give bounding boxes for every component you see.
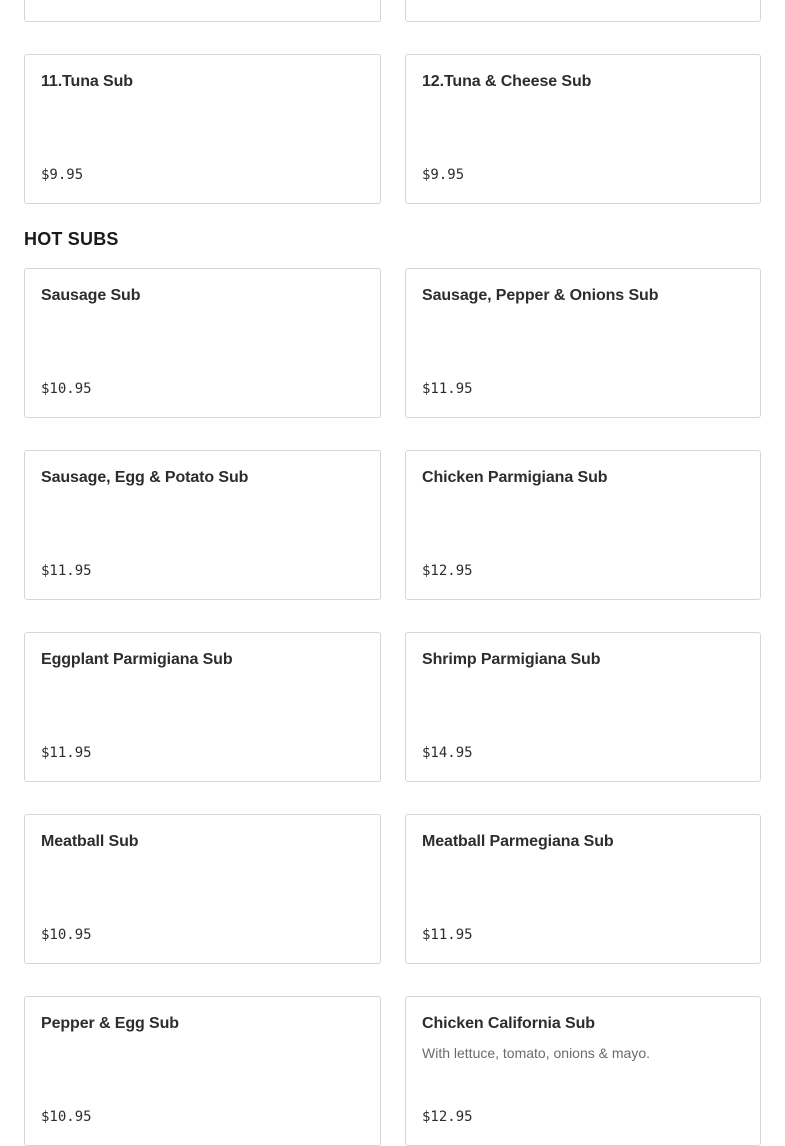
menu-item-card-sausage-egg-potato-sub[interactable] (24, 450, 381, 600)
menu-item-name: 11.Tuna Sub (41, 73, 133, 90)
menu-item-card[interactable] (405, 0, 761, 22)
menu-item-name: Chicken California Sub (422, 1015, 595, 1032)
menu-item-card-chicken-parmigiana-sub[interactable] (405, 450, 761, 600)
menu-item-card-sausage-sub[interactable] (24, 268, 381, 418)
menu-item-card-eggplant-parmigiana-sub[interactable] (24, 632, 381, 782)
menu-item-name: Shrimp Parmigiana Sub (422, 651, 601, 668)
menu-item-card-meatball-parmegiana-sub[interactable] (405, 814, 761, 964)
section-heading-hot-subs: HOT SUBS (24, 229, 119, 249)
menu-item-description: With lettuce, tomato, onions & mayo. (422, 1045, 650, 1061)
menu-item-price: $12.95 (422, 1109, 473, 1125)
menu-item-name: Meatball Sub (41, 833, 139, 850)
menu-item-price: $9.95 (41, 167, 84, 183)
menu-item-card-shrimp-parmigiana-sub[interactable] (405, 632, 761, 782)
menu-item-name: Sausage Sub (41, 287, 141, 304)
menu-item-name: Eggplant Parmigiana Sub (41, 651, 233, 668)
menu-item-card[interactable] (24, 0, 381, 22)
menu-item-card-pepper-egg-sub[interactable] (24, 996, 381, 1146)
menu-item-card-meatball-sub[interactable] (24, 814, 381, 964)
menu-item-price: $11.95 (422, 381, 473, 397)
menu-item-price: $10.95 (41, 1109, 92, 1125)
menu-item-card-sausage-pepper-onions-sub[interactable] (405, 268, 761, 418)
menu-item-card-tuna-cheese-sub[interactable] (405, 54, 761, 204)
menu-item-price (422, 0, 430, 1)
menu-item-card-tuna-sub[interactable] (24, 54, 381, 204)
menu-item-name: Meatball Parmegiana Sub (422, 833, 614, 850)
menu-item-price: $10.95 (41, 927, 92, 943)
menu-item-card-chicken-california-sub[interactable] (405, 996, 761, 1146)
menu-item-price: $12.95 (422, 563, 473, 579)
menu-item-price: $11.95 (41, 745, 92, 761)
menu-item-name: Pepper & Egg Sub (41, 1015, 179, 1032)
menu-item-price: $11.95 (422, 927, 473, 943)
menu-item-price (41, 0, 49, 1)
menu-item-price: $9.95 (422, 167, 465, 183)
menu-item-name: 12.Tuna & Cheese Sub (422, 73, 592, 90)
menu-item-name: Chicken Parmigiana Sub (422, 469, 608, 486)
menu-item-price: $14.95 (422, 745, 473, 761)
menu-item-price: $10.95 (41, 381, 92, 397)
menu-item-name: Sausage, Pepper & Onions Sub (422, 287, 659, 304)
menu-item-price: $11.95 (41, 563, 92, 579)
menu-item-name: Sausage, Egg & Potato Sub (41, 469, 249, 486)
